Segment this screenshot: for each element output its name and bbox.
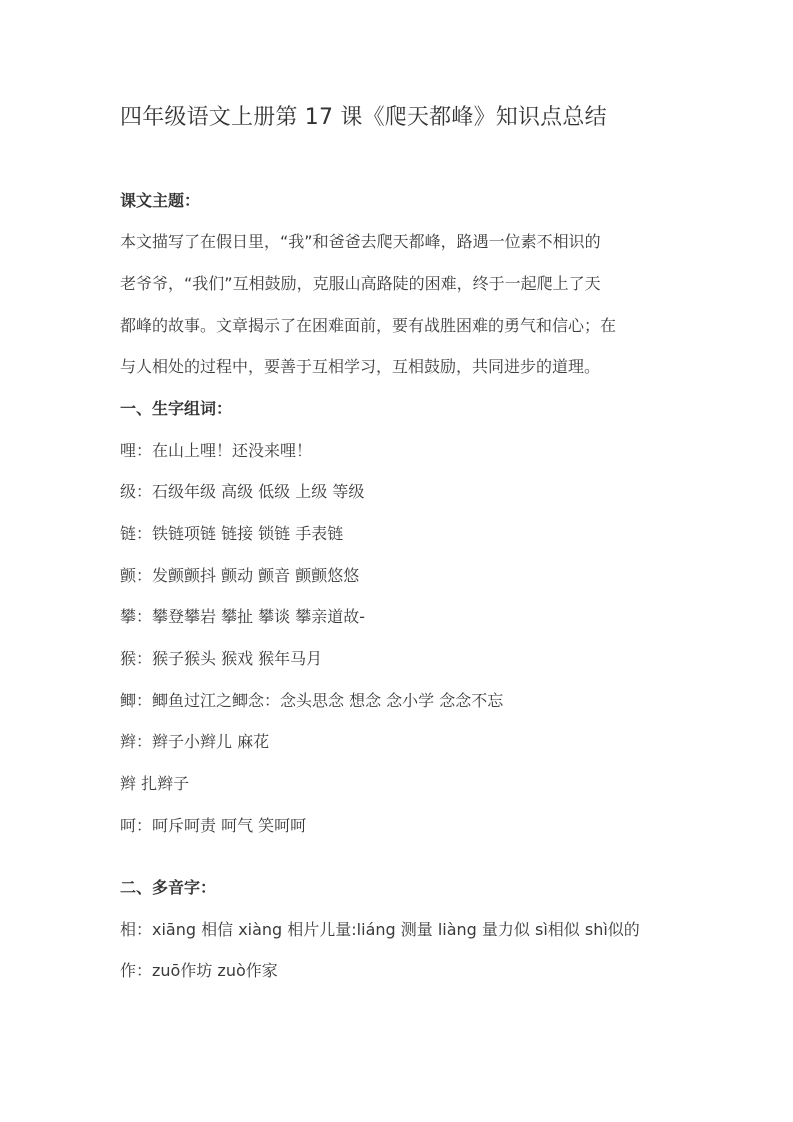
word-group-item: 链：铁链项链 链接 锁链 手表链: [120, 524, 344, 543]
word-group-item: 鲫：鲫鱼过江之鲫念：念头思念 想念 念小学 念念不忘: [120, 691, 504, 710]
theme-paragraph-line: 老爷爷，“我们”互相鼓励，克服山高路陡的困难，终于一起爬上了天: [120, 274, 601, 293]
word-group-item: 辫 扎辫子: [120, 774, 190, 793]
theme-paragraph-line: 本文描写了在假日里，“我”和爸爸去爬天都峰，路遇一位素不相识的: [120, 232, 601, 251]
word-group-item: 哩：在山上哩！还没来哩！: [120, 441, 313, 460]
word-group-item: 辫：辫子小辫儿 麻花: [120, 732, 270, 751]
word-group-item: 呵：呵斥呵责 呵气 笑呵呵: [120, 816, 307, 835]
theme-heading: 课文主题：: [120, 191, 201, 210]
section-heading-new-characters: 一、生字组词：: [120, 399, 233, 418]
section-heading-polyphonic: 二、多音字：: [120, 878, 217, 897]
polyphonic-item: 作：zuō作坊 zuò作家: [120, 961, 278, 980]
polyphonic-item: 相：xiāng 相信 xiàng 相片儿量:liáng 测量 liàng 量力似 sì相似 shì似的: [120, 920, 640, 939]
document-title: 四年级语文上册第 17 课《爬天都峰》知识点总结: [120, 105, 607, 130]
word-group-item: 级：石级年级 高级 低级 上级 等级: [120, 482, 365, 501]
theme-paragraph-line: 都峰的故事。文章揭示了在困难面前，要有战胜困难的勇气和信心；在: [120, 316, 617, 335]
word-group-item: 颤：发颤颤抖 颤动 颤音 颤颤悠悠: [120, 566, 360, 585]
word-group-item: 攀：攀登攀岩 攀扯 攀谈 攀亲道故-: [120, 607, 366, 626]
word-group-item: 猴：猴子猴头 猴戏 猴年马月: [120, 649, 323, 668]
theme-paragraph-line: 与人相处的过程中，要善于互相学习，互相鼓励，共同进步的道理。: [120, 357, 601, 376]
